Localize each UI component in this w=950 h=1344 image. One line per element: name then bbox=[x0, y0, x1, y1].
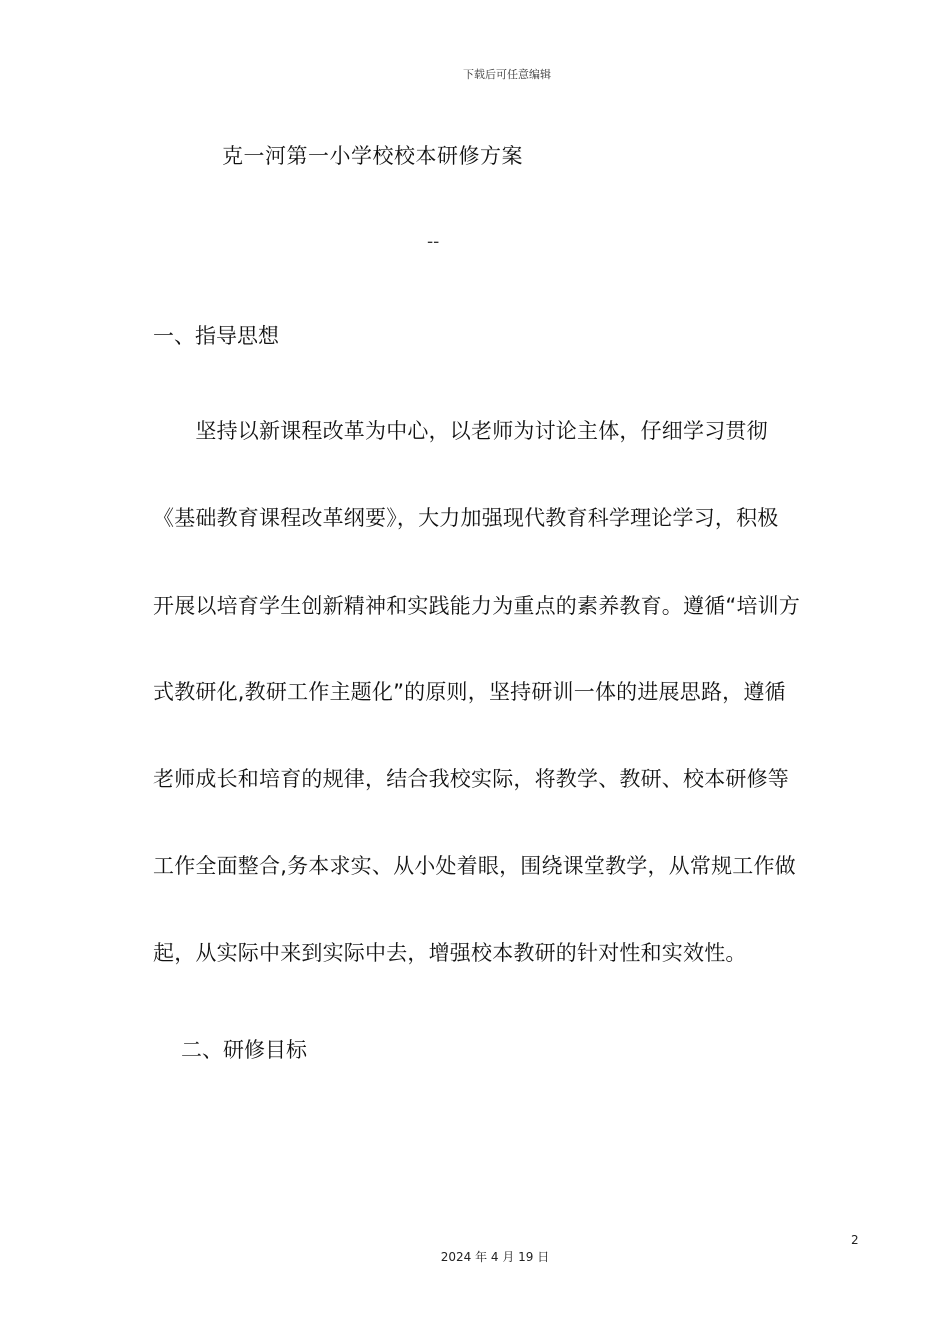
section-heading-guiding-thought: 一、指导思想 bbox=[153, 324, 279, 348]
footer-date: 2024 年 4 月 19 日 bbox=[440, 1250, 550, 1264]
dash-mark: -- bbox=[427, 232, 440, 252]
paragraph-line: 式教研化,教研工作主题化”的原则，坚持研训一体的进展思路，遵循 bbox=[153, 680, 786, 704]
paragraph-line: 工作全面整合,务本求实、从小处着眼，围绕课堂教学，从常规工作做 bbox=[153, 854, 796, 878]
paragraph-line: 《基础教育课程改革纲要》，大力加强现代教育科学理论学习，积极 bbox=[153, 506, 779, 530]
paragraph-line: 坚持以新课程改革为中心，以老师为讨论主体，仔细学习贯彻 bbox=[153, 419, 768, 443]
paragraph-line: 开展以培育学生创新精神和实践能力为重点的素养教育。遵循“培训方 bbox=[153, 594, 801, 618]
paragraph-line: 老师成长和培育的规律，结合我校实际，将教学、教研、校本研修等 bbox=[153, 767, 789, 791]
page-number: 2 bbox=[851, 1233, 859, 1247]
section-heading-research-goals: 二、研修目标 bbox=[181, 1038, 307, 1062]
document-title: 克一河第一小学校校本研修方案 bbox=[222, 144, 523, 168]
header-note: 下载后可任意编辑 bbox=[463, 68, 551, 81]
paragraph-line: 起，从实际中来到实际中去，增强校本教研的针对性和实效性。 bbox=[153, 941, 747, 965]
